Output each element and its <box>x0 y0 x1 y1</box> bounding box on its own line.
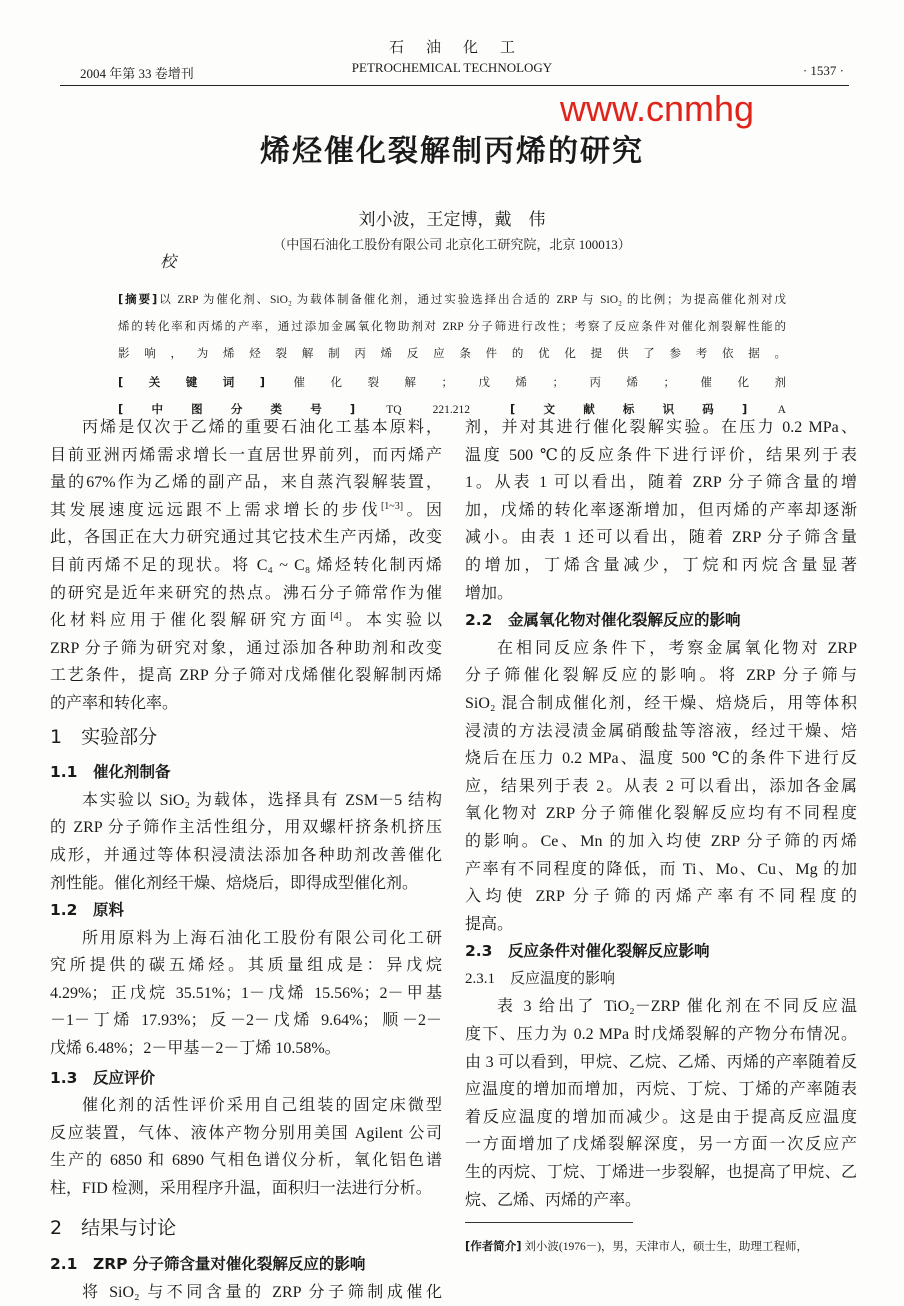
text-line: 温度 500 ℃的反应条件下进行评价，结果列于表 <box>465 446 857 464</box>
subsection-heading: 2.3 反应条件对催化裂解反应影响 <box>465 942 710 961</box>
text-line: 究所提供的碳五烯烃。其质量组成是：异戊烷 <box>50 957 442 975</box>
text-line: 由 3 可以看到，甲烷、乙烷、乙烯、丙烯的产率随着反 <box>465 1053 857 1071</box>
text-line: 本实验以 SiO₂ 为载体，选择具有 ZSM－5 结构 <box>82 791 442 809</box>
subsection-heading: 1.3 反应评价 <box>50 1068 155 1087</box>
text-line: 应温度的增加而增加，丙烷、丁烷、丁烯的产率随表 <box>465 1081 857 1099</box>
text-line: 提高。 <box>465 915 514 933</box>
text-segment: 。本实验以 <box>341 612 442 630</box>
keywords-label: [关键词] <box>118 374 266 389</box>
paragraph <box>50 925 442 1063</box>
text-line: 生产的 6850 和 6890 气相色谱仪分析，氧化铝色谱 <box>50 1152 442 1170</box>
clc-label: [中图分类号] <box>118 402 356 417</box>
text-line: 的影响。Ce、Mn 的加入均使 ZRP 分子筛的丙烯 <box>465 832 857 850</box>
text-line <box>50 497 442 525</box>
left-column <box>50 414 442 1306</box>
doc-code-value: A <box>777 404 786 417</box>
abstract <box>118 286 786 424</box>
text-segment: 。因 <box>403 501 442 519</box>
text-line: 在相同反应条件下，考察金属氧化物对 ZRP <box>497 639 857 657</box>
header-rule <box>60 85 849 86</box>
text-line: 剂，并对其进行催化裂解实验。在压力 0.2 MPa、 <box>465 419 857 436</box>
text-line: 度下、压力为 0.2 MPa 时戊烯裂解的产物分布情况。 <box>465 1026 857 1044</box>
citation: [1~3] <box>380 500 404 512</box>
watermark: www.cnmhg <box>560 88 755 129</box>
text-line: 产率有不同程度的降低，而 Ti、Mo、Cu、Mg 的加 <box>465 860 857 878</box>
text-line: 目前亚洲丙烯需求增长一直居世界前列，而丙烯产 <box>50 446 442 464</box>
text-line: 此，各国正在大力研究通过其它技术生产丙烯，改变 <box>50 529 442 547</box>
text-line: 的 ZRP 分子筛作主活性组分，用双螺杆挤条机挤压 <box>50 819 442 837</box>
citation: [4] <box>330 611 342 623</box>
text-line: 戊烯 6.48%；2－甲基－2－丁烯 10.58%。 <box>50 1040 341 1058</box>
doc-code-label: [文献标识码] <box>510 402 748 417</box>
text-line: 入均使 ZRP 分子筛的丙烯产率有不同程度的 <box>465 888 857 906</box>
authors: 刘小波，王定博，戴 伟 <box>358 210 546 229</box>
text-line: 表 3 给出了 TiO₂－ZRP 催化剂在不同反应温 <box>497 998 857 1016</box>
text-line: 氧化物对 ZRP 分子筛催化裂解反应均有不同程度 <box>465 805 857 823</box>
paragraph <box>50 414 442 718</box>
journal-title-en: PETROCHEMICAL TECHNOLOGY <box>351 60 553 75</box>
text-line: 浸渍的方法浸渍金属硝酸盐等溶液，经过干燥、焙 <box>465 722 857 740</box>
section-heading: 2 结果与讨论 <box>50 1216 177 1239</box>
text-line: 烷、乙烯、丙烯的产率。 <box>465 1191 642 1209</box>
subsection-heading: 2.2 金属氧化物对催化裂解反应的影响 <box>465 611 741 630</box>
text-segment: 其发展速度远远跟不上需求增长的步伐 <box>50 501 381 519</box>
text-line: 的增加，丁烯含量减少，丁烷和丙烷含量显著 <box>465 556 857 574</box>
text-line: 烧后在压力 0.2 MPa、温度 500 ℃的条件下进行反 <box>465 750 857 768</box>
text-line: 丙烯是仅次于乙烯的重要石油化工基本原料， <box>82 419 442 436</box>
text-line: 着反应温度的增加而减少。这是由于提高反应温度 <box>465 1108 857 1126</box>
right-column <box>465 414 857 1214</box>
abstract-line: 影响，为烯烃裂解制丙烯反应条件的优化提供了参考依据。 <box>118 348 786 361</box>
text-line: 的研究是近年来研究的热点。沸石分子筛常作为催 <box>50 584 442 602</box>
text-segment: 化材料应用于催化裂解研究方面 <box>50 612 331 630</box>
text-line: 分子筛催化裂解反应的影响。将 ZRP 分子筛与 <box>465 667 857 685</box>
abstract-line <box>118 286 786 314</box>
keywords-value: 催化裂解；戊烯；丙烯；催化剂 <box>293 376 787 389</box>
text-line: 反应装置，气体、液体产物分别用美国 Agilent 公司 <box>50 1124 442 1142</box>
author-note-label: [作者简介] <box>465 1239 522 1253</box>
footnote-rule <box>465 1222 633 1223</box>
text-line: 一方面增加了戊烯裂解深度，另一方面一次反应产 <box>465 1136 857 1154</box>
subsection-heading: 1.1 催化剂制备 <box>50 763 171 782</box>
text-line: 1。从表 1 可以看出，随着 ZRP 分子筛含量的增 <box>465 474 857 492</box>
text-line: 应，结果列于表 2。从表 2 可以看出，添加各金属 <box>465 777 857 795</box>
text-line: 将 SiO₂ 与不同含量的 ZRP 分子筛制成催化 <box>82 1283 442 1301</box>
author-note <box>465 1236 808 1257</box>
issue-info: 2004 年第 33 卷增刊 <box>80 66 194 81</box>
author-note-text: 刘小波(1976－)，男，天津市人，硕士生，助理工程师， <box>524 1241 809 1253</box>
paragraph <box>50 1092 442 1202</box>
text-line: 工艺条件，提高 ZRP 分子筛对戊烯催化裂解制丙烯 <box>50 667 442 685</box>
text-line: 所用原料为上海石油化工股份有限公司化工研 <box>82 929 442 947</box>
text-line: 柱，FID 检测，采用程序升温，面积归一法进行分析。 <box>50 1180 432 1198</box>
abstract-line: 烯的转化率和丙烯的产率，通过添加金属氧化物助剂对 ZRP 分子筛进行改性；考察了反应条件对催化剂裂解性能的 <box>118 320 786 333</box>
text-line: 增加。 <box>465 584 514 602</box>
text-line: 剂性能。催化剂经干燥、焙烧后，即得成型催化剂。 <box>50 874 419 892</box>
text-line: －1－丁烯 17.93%；反－2－戊烯 9.64%；顺－2－ <box>50 1012 442 1030</box>
paragraph <box>465 993 857 1214</box>
text-line: 加，戊烯的转化率逐渐增加，但丙烯的产率却逐渐 <box>465 501 857 519</box>
affiliation: （中国石油化工股份有限公司 北京化工研究院，北京 100013） <box>273 237 631 252</box>
text-line: 量的67%作为乙烯的副产品，来自蒸汽裂解装置， <box>50 474 442 492</box>
text-line: ZRP 分子筛为研究对象，通过添加各种助剂和改变 <box>50 639 442 657</box>
journal-title-cn: 石油化工 <box>388 40 537 56</box>
text-line: 成形，并通过等体积浸渍法添加各种助剂改善催化 <box>50 846 442 864</box>
text-line: 减小。由表 1 还可以看出，随着 ZRP 分子筛含量 <box>465 529 857 547</box>
section-heading: 1 实验部分 <box>50 725 158 748</box>
subsection-heading: 2.1 ZRP 分子筛含量对催化裂解反应的影响 <box>50 1255 366 1274</box>
page-number: · 1537 · <box>802 63 844 78</box>
text-line: 催化剂的活性评价采用自己组装的固定床微型 <box>82 1097 442 1115</box>
text-line: SiO₂ 混合制成催化剂，经干燥、焙烧后，用等体积 <box>465 694 857 712</box>
abstract-text: 以 ZRP 为催化剂、SiO₂ 为载体制备催化剂，通过实验选择出合适的 ZRP 与 SiO₂ 的比例；为提高催化剂对戊 <box>157 294 786 306</box>
text-line: 4.29%；正戊烷 35.51%；1－戊烯 15.56%；2－甲基 <box>50 984 442 1002</box>
clc-value: TQ 221.212 <box>386 404 471 417</box>
paragraph <box>465 635 857 939</box>
paper-title: 烯烃催化裂解制丙烯的研究 <box>260 134 644 169</box>
paragraph <box>465 414 857 607</box>
text-line: 目前丙烯不足的现状。将 C₄ ~ C₈ 烯烃转化制丙烯 <box>50 556 442 574</box>
keywords <box>118 369 786 397</box>
text-line: 的产率和转化率。 <box>50 694 179 712</box>
text-line: 生的丙烷、丁烷、丁烯进一步裂解，也提高了甲烷、乙 <box>465 1164 857 1182</box>
paragraph <box>50 1279 442 1306</box>
subsubsection-heading: 2.3.1 反应温度的影响 <box>465 970 616 987</box>
text-line <box>50 607 442 635</box>
handwritten-mark: 校 <box>160 254 177 271</box>
subsection-heading: 1.2 原料 <box>50 901 124 920</box>
paragraph <box>50 787 442 897</box>
abstract-label: [摘要] <box>118 292 158 306</box>
